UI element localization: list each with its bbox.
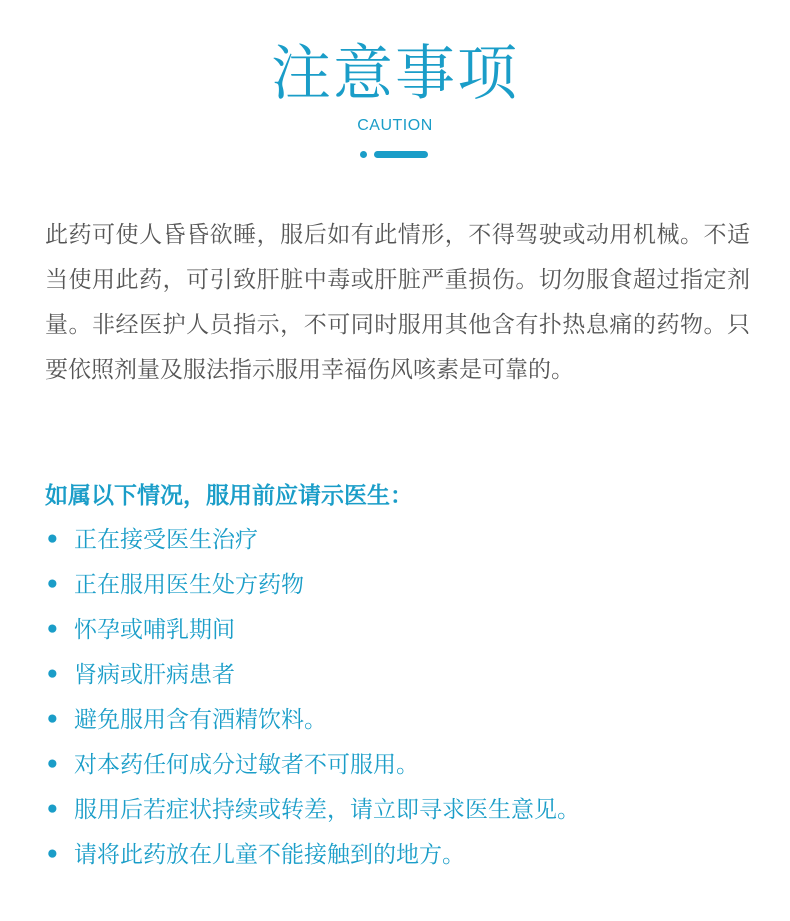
bullet-icon: • [45, 527, 60, 553]
bullet-icon: • [45, 752, 60, 778]
page-subtitle: CAUTION [357, 117, 433, 134]
list-item-text: 避免服用含有酒精饮料。 [74, 707, 327, 733]
list-item [45, 792, 580, 828]
list-item-text: 正在服用医生处方药物 [74, 572, 304, 598]
list-item [45, 567, 304, 603]
title-decoration-bar [374, 151, 428, 158]
consult-heading: 如属以下情况，服用前应请示医生： [45, 483, 413, 509]
list-item-text: 请将此药放在儿童不能接触到的地方。 [74, 842, 465, 868]
list-item [45, 522, 258, 558]
intro-paragraph: 此药可使人昏昏欲睡，服后如有此情形，不得驾驶或动用机械。不适当使用此药，可引致肝脏中毒或肝脏严重损伤。切勿服食超过指定剂量。非经医护人员指示，不可同时服用其他含有扑热息痛的药物。只要依照剂量及服法指示服用幸福伤风咳素是可靠的。 [45, 222, 750, 383]
list-item-text: 服用后若症状持续或转差，请立即寻求医生意见。 [74, 797, 580, 823]
list-item-text: 对本药任何成分过敏者不可服用。 [74, 752, 419, 778]
list-item [45, 702, 327, 738]
bullet-icon: • [45, 617, 60, 643]
bullet-icon: • [45, 662, 60, 688]
bullet-icon: • [45, 707, 60, 733]
list-item [45, 747, 419, 783]
bullet-icon: • [45, 842, 60, 868]
bullet-icon: • [45, 572, 60, 598]
title-decoration-dot [360, 151, 367, 158]
list-item-text: 怀孕或哺乳期间 [74, 617, 235, 643]
bullet-icon: • [45, 797, 60, 823]
page-title: 注意事项 [271, 39, 519, 109]
list-item [45, 657, 235, 693]
list-item-text: 正在接受医生治疗 [74, 527, 258, 553]
list-item-text: 肾病或肝病患者 [74, 662, 235, 688]
list-item [45, 612, 235, 648]
list-item [45, 837, 465, 873]
